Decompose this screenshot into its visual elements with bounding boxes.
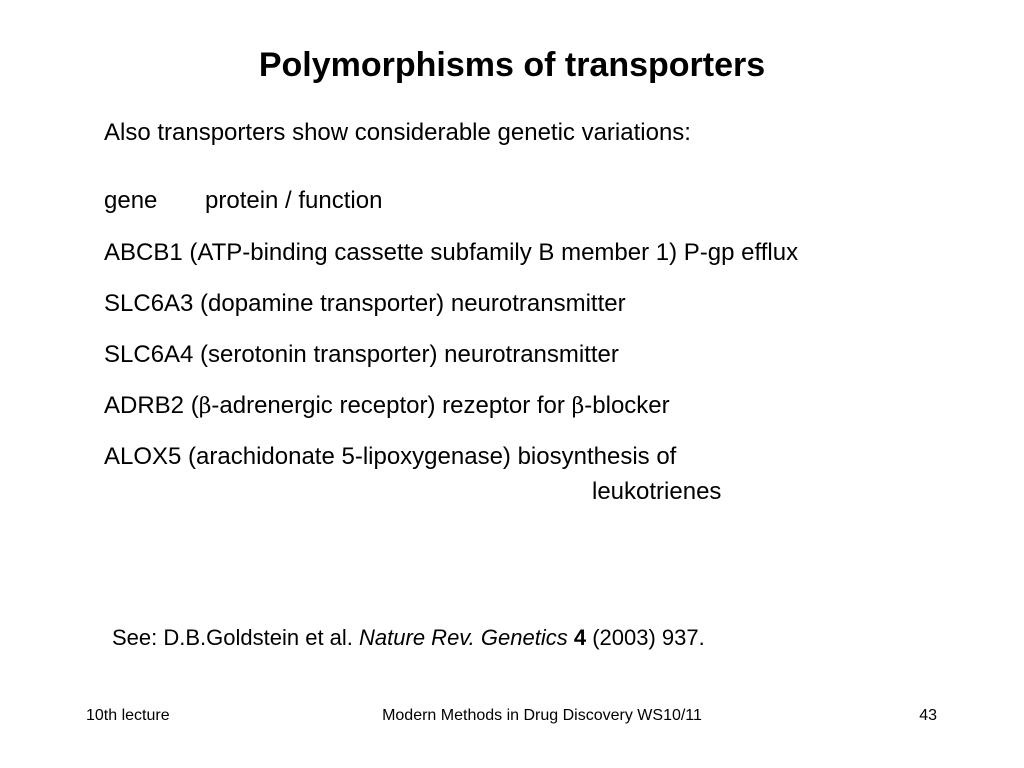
beta-symbol: β [198,394,212,419]
citation-prefix: See: D.B.Goldstein et al. [112,625,360,650]
footer-lecture: 10th lecture [86,707,170,724]
gene-row-slc6a4: SLC6A4 (serotonin transporter) neurotransmitter [104,341,619,368]
adrb2-part-2: -adrenergic receptor) rezeptor for [211,392,572,419]
table-header [104,187,382,215]
citation-journal: Nature Rev. Genetics [359,625,568,650]
citation-rest: (2003) 937. [586,625,705,650]
beta-symbol: β [571,394,585,419]
gene-column-header: gene [104,187,158,214]
intro-text: Also transporters show considerable genetic variations: [104,119,691,146]
adrb2-part-1: ADRB2 ( [104,392,199,419]
footer-course: Modern Methods in Drug Discovery WS10/11 [382,707,702,724]
footer-page-number: 43 [919,707,937,724]
gene-row-adrb2 [104,392,670,420]
adrb2-part-3: -blocker [584,392,670,419]
gene-row-slc6a3: SLC6A3 (dopamine transporter) neurotransmitter [104,290,626,317]
gene-row-abcb1: ABCB1 (ATP-binding cassette subfamily B member 1) P-gp efflux [104,239,799,266]
citation [112,625,705,651]
gene-row-alox5: ALOX5 (arachidonate 5-lipoxygenase) biosynthesis of [104,443,677,470]
gene-row-alox5-continuation: leukotrienes [592,478,722,505]
slide-title: Polymorphisms of transporters [258,46,766,84]
protein-column-header: protein / function [205,187,383,214]
citation-volume: 4 [573,625,587,650]
